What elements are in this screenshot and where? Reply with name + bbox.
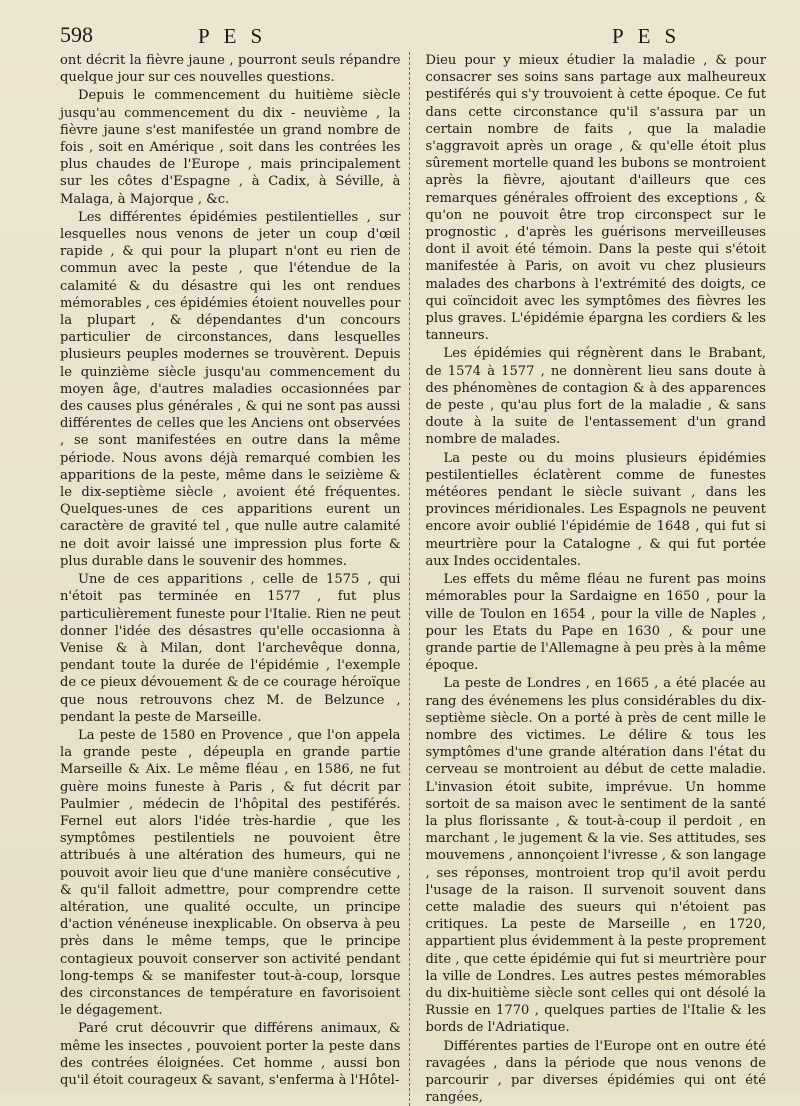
paragraph: La peste de Londres , en 1665 , a été placée au rang des événemens les plus considérables du dix-septième siècle. On a porté à près de cent mille le nombre des victimes. Le délire & tous les symptômes d'une grande altération dans l'état du cerveau se montroient au début de cette maladie. L'invasion étoit subite, imprévue. Un homme sortoit de sa maison avec le sentiment de la santé la plus florissante , & tout-à-coup il perdoit , en marchant , le jugement & la vie. Ses attitudes, ses mouvemens , annonçoient l'ivresse , & son langage , ses réponses, montroient trop qu'il avoit perdu l'usage de la raison. Il survenoit souvent dans cette maladie des sueurs qui n'étoient pas critiques. La peste de Marseille , en 1720, appartient plus évidemment à la peste proprement dite , que cette épidémie qui fut si meurtrière pour la ville de Londres. Les autres pestes mémorables du dix-huitième siècle sont celles qui ont désolé la Russie en 1770 , quelques parties de l'Italie & les bords de l'Adriatique. <box>425 676 766 1036</box>
text-columns <box>60 52 766 1106</box>
paragraph: Les différentes épidémies pestilentielles , sur lesquelles nous venons de jeter un coup d'œil rapide , & qui pour la plupart n'ont eu rien de commun avec la peste , que l'étendue de la calamité & du désastre qui les ont rendues mémorables , ces épidémies étoient nouvelles pour la plupart , & dépendantes d'un concours particulier de circonstances, dans lesquelles plusieurs peuples modernes se trouvèrent. Depuis le quinzième siècle jusqu'au commencement du moyen âge, d'autres maladies occasionnées par des causes plus générales , & qui ne sont pas aussi différentes de celles que les Anciens ont observées , se sont manifestées en outre dans la même période. Nous avons déjà remarqué combien les apparitions de la peste, même dans le seizième & le dix-septième siècle , avoient été fréquentes. Quelques-unes de ces apparitions eurent un caractère de gravité tel , que nulle autre calamité ne doit avoir laissé une impression plus forte & plus durable dans le souvenir des hommes. <box>60 209 401 569</box>
paragraph: Les effets du même fléau ne furent pas moins mémorables pour la Sardaigne en 1650 , pour la ville de Toulon en 1654 , pour la ville de Naples , pour les Etats du Pape en 1630 , & pour une grande partie de l'Allemagne à peu près à la même époque. <box>425 572 766 674</box>
page-header <box>60 22 766 48</box>
paragraph: Différentes parties de l'Europe ont en outre été ravagées , dans la période que nous venons de parcourir , par diverses épidémies qui ont été rangées, <box>425 1038 766 1106</box>
running-head-left: PES <box>198 24 277 48</box>
paragraph: ont décrit la fièvre jaune , pourront seuls répandre quelque jour sur ces nouvelles questions. <box>60 53 401 86</box>
paragraph: La peste ou du moins plusieurs épidémies pestilentielles éclatèrent comme de funestes météores pendant le siècle suivant , dans les provinces méridionales. Les Espagnols ne peuvent encore avoir oublié l'épidémie de 1648 , qui fut si meurtrière pour la Catalogne , & qui fut portée aux Indes occidentales. <box>425 450 766 569</box>
page-number: 598 <box>60 22 93 47</box>
paragraph: La peste de 1580 en Provence , que l'on appela la grande peste , dépeupla en grande partie Marseille & Aix. Le même fléau , en 1586, ne fut guère moins funeste à Paris , & fut décrit par Paulmier , médecin de l'hôpital des pestiférés. Fernel eut alors l'idée très-hardie , que les symptômes pestilentiels ne pouvoient être attribués à une altération des humeurs, qui ne pouvoit avoir lieu que d'une manière consécutive , & qu'il falloit admettre, pour comprendre cette altération, une qualité occulte, un principe d'action vénéneuse inexplicable. On observa à peu près dans le même temps, que le principe contagieux pouvoit conserver son activité pendant long-temps & se manifester tout-à-coup, lorsque des circonstances de température en favorisoient le dégagement. <box>60 727 401 1019</box>
paragraph: Paré crut découvrir que différens animaux, & même les insectes , pouvoient porter la peste dans des contrées éloignées. Cet homme , aussi bon qu'il étoit courageux & savant, s'enferma à l'Hôtel- <box>60 1021 401 1088</box>
running-head-right: PES <box>612 24 691 48</box>
paragraph: Les épidémies qui régnèrent dans le Brabant, de 1574 à 1577 , ne donnèrent lieu sans doute à des phénomènes de contagion & à des apparences de peste , qu'au plus fort de la maladie , & sans doute à la suite de l'entassement d'un grand nombre de malades. <box>425 346 766 448</box>
paragraph: Une de ces apparitions , celle de 1575 , qui n'étoit pas terminée en 1577 , fut plus particulièrement funeste pour l'Italie. Rien ne peut donner l'idée des désastres qu'elle occasionna à Venise & à Milan, dont l'archevêque donna, pendant toute la durée de l'épidémie , l'exemple de ce pieux dévouement & de ce courage héroïque que nous retrouvons chez M. de Belzunce , pendant la peste de Marseille. <box>60 572 401 725</box>
paragraph: Dieu pour y mieux étudier la maladie , & pour consacrer ses soins sans partage aux malheureux pestiférés qui s'y trouvoient à cette époque. Ce fut dans cette circonstance qu'il s'assura par un certain nombre de faits , que la maladie s'aggravoit après un orage , & qu'elle étoit plus sûrement mortelle quand les bubons se montroient après la fièvre, ajoutant d'ailleurs que ces remarques générales offroient des exceptions , & qu'on ne pouvoit être trop circonspect sur le prognostic , d'après les guérisons merveilleuses dont il avoit été témoin. Dans la peste qui s'étoit manifestée à Paris, on avoit vu chez plusieurs malades des charbons à l'extrémité des doigts, ce qui coïncidoit avec les symptômes des fièvres les plus graves. L'épidémie épargna les cordiers & les tanneurs. <box>425 53 766 344</box>
right-column <box>426 52 767 1106</box>
left-column <box>60 52 410 1106</box>
paragraph: Depuis le commencement du huitième siècle jusqu'au commencement du dix - neuvième , la fièvre jaune s'est manifestée un grand nombre de fois , soit en Amérique , soit dans les contrées les plus chaudes de l'Europe , mais principalement sur les côtes d'Espagne , à Cadix, à Séville, à Malaga, à Majorque , &c. <box>60 88 401 207</box>
